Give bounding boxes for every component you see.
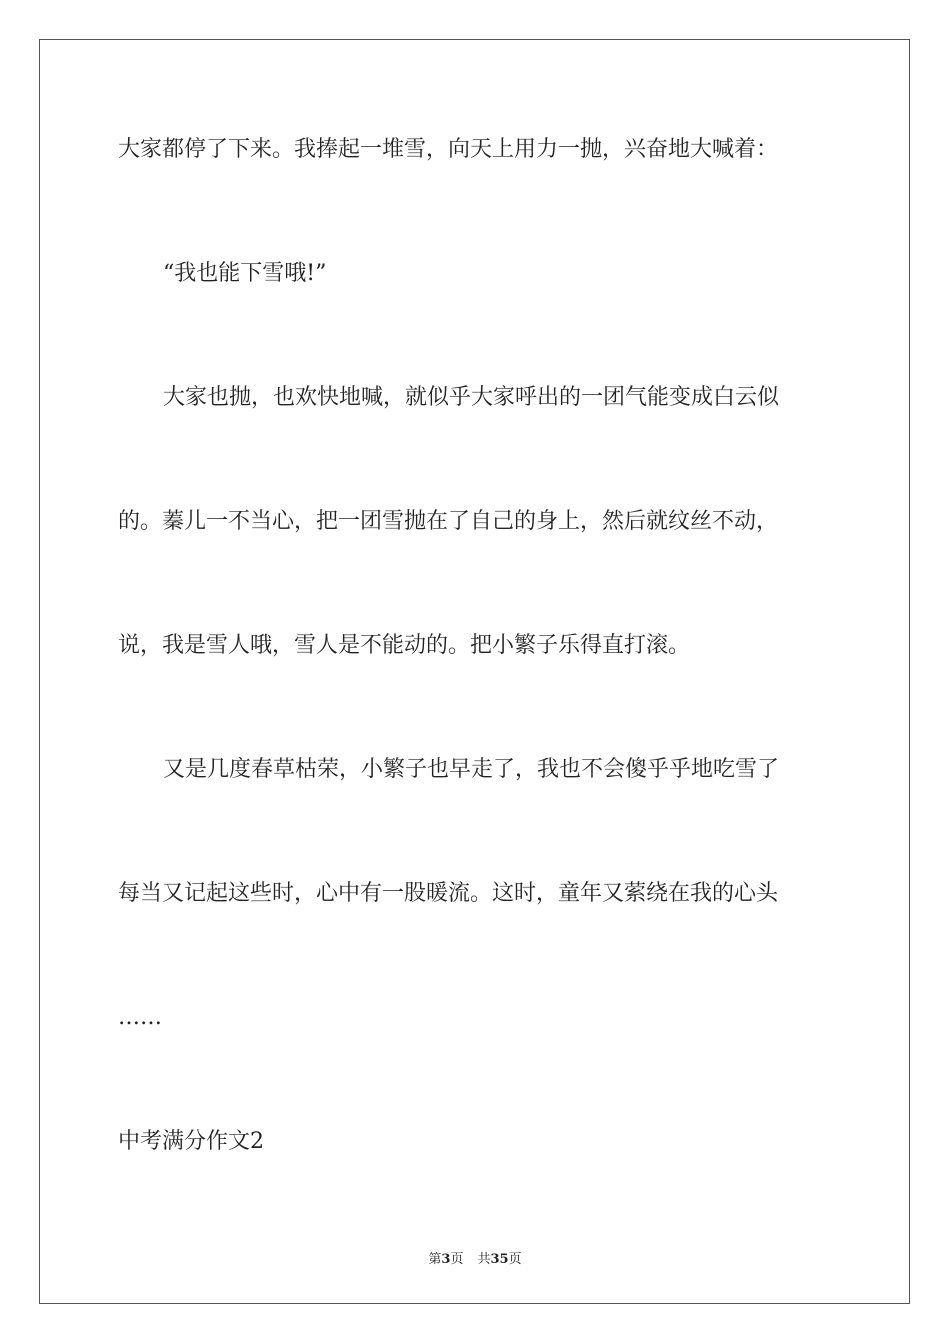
text-line-3: 大家也抛，也欢快地喊，就似乎大家呼出的一团气能变成白云似	[163, 385, 780, 410]
page-number: 3	[441, 1252, 451, 1267]
total-pages: 35	[490, 1252, 509, 1267]
text-line-2: “我也能下雪哦!”	[163, 261, 327, 286]
text-line-5: 说，我是雪人哦，雪人是不能动的。把小繁子乐得直打滚。	[118, 633, 691, 658]
text-line-7: 每当又记起这些时，心中有一股暖流。这时，童年又萦绕在我的心头	[118, 881, 779, 906]
page-suffix: 页	[450, 1252, 464, 1267]
text-line-4: 的。蓁儿一不当心，把一团雪抛在了自己的身上，然后就纹丝不动，	[118, 509, 779, 534]
total-prefix: 共	[477, 1252, 491, 1267]
page-prefix: 第	[428, 1252, 442, 1267]
page-footer	[0, 1248, 950, 1267]
text-line-8: ……	[118, 1005, 162, 1030]
total-suffix: 页	[508, 1252, 522, 1267]
text-line-1: 大家都停了下来。我捧起一堆雪，向天上用力一抛，兴奋地大喊着：	[118, 137, 779, 162]
text-line-6: 又是几度春草枯荣，小繁子也早走了，我也不会傻乎乎地吃雪了	[163, 757, 780, 782]
page-border	[39, 39, 910, 1304]
section-heading: 中考满分作文2	[118, 1129, 264, 1154]
